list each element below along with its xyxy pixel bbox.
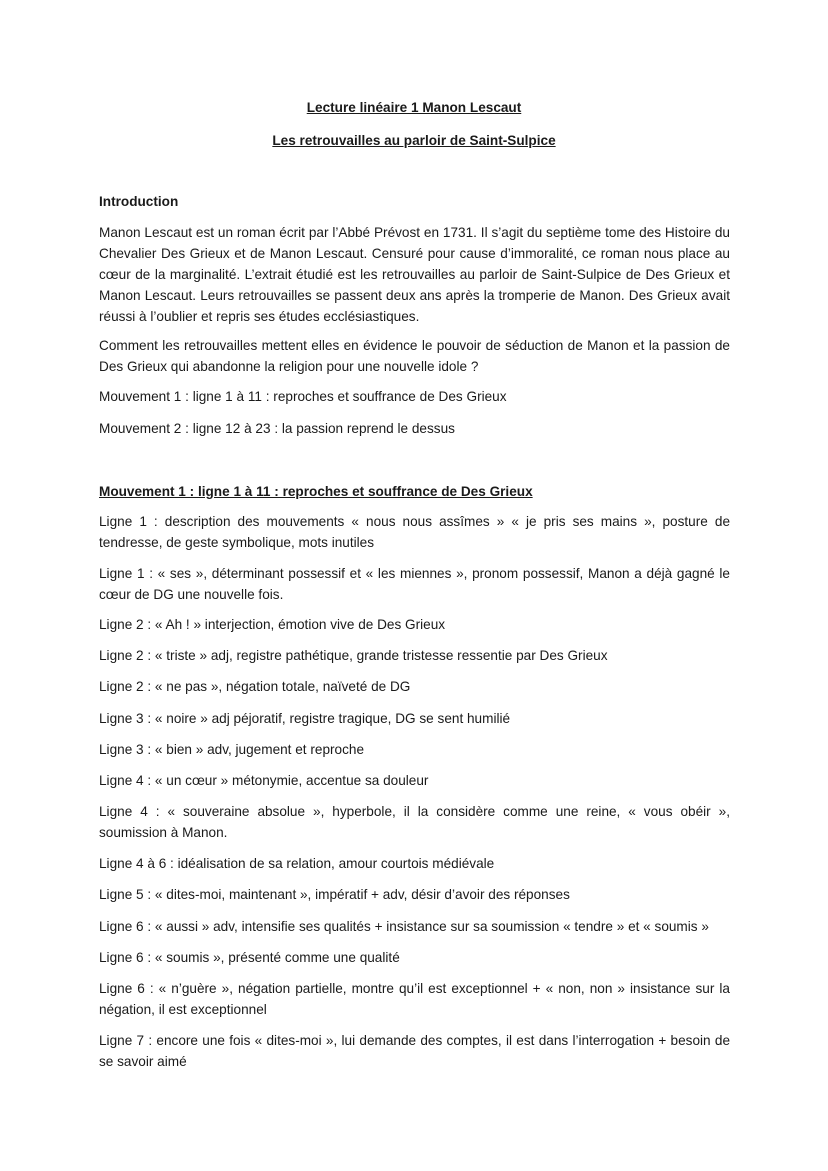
intro-heading: Introduction bbox=[99, 194, 179, 209]
analysis-line: Ligne 4 : « souveraine absolue », hyperbole, il la considère comme une reine, « vous obéir », soumission à Manon. bbox=[99, 804, 730, 840]
analysis-line: Ligne 6 : « aussi » adv, intensifie ses qualités + insistance sur sa soumission « tendre » et « soumis » bbox=[99, 919, 709, 934]
analysis-line: Ligne 3 : « bien » adv, jugement et reproche bbox=[99, 742, 365, 757]
analysis-line: Ligne 3 : « noire » adj péjoratif, registre tragique, DG se sent humilié bbox=[99, 711, 511, 726]
document-title: Lecture linéaire 1 Manon Lescaut bbox=[306, 100, 522, 115]
analysis-line: Ligne 4 à 6 : idéalisation de sa relation, amour courtois médiévale bbox=[99, 856, 495, 871]
analysis-line: Ligne 6 : « soumis », présenté comme une qualité bbox=[99, 950, 400, 965]
analysis-line: Ligne 1 : « ses », déterminant possessif et « les miennes », pronom possessif, Manon a déjà gagné le cœur de DG une nouvelle fois. bbox=[99, 566, 730, 602]
analysis-line: Ligne 7 : encore une fois « dites-moi », lui demande des comptes, il est dans l’interrogation + besoin de se savoir aimé bbox=[99, 1033, 730, 1069]
analysis-line: Ligne 2 : « triste » adj, registre pathétique, grande tristesse ressentie par Des Grieux bbox=[99, 648, 608, 663]
document-subtitle: Les retrouvailles au parloir de Saint-Sulpice bbox=[272, 133, 556, 148]
analysis-line: Ligne 2 : « ne pas », négation totale, naïveté de DG bbox=[99, 679, 411, 694]
plan-item-1: Mouvement 1 : ligne 1 à 11 : reproches et souffrance de Des Grieux bbox=[99, 389, 507, 404]
analysis-line: Ligne 2 : « Ah ! » interjection, émotion vive de Des Grieux bbox=[99, 617, 446, 632]
analysis-line: Ligne 6 : « n’guère », négation partielle, montre qu’il est exceptionnel + « non, non » insistance sur la négation, il est exceptionnel bbox=[99, 981, 730, 1017]
analysis-line: Ligne 5 : « dites-moi, maintenant », impératif + adv, désir d’avoir des réponses bbox=[99, 887, 570, 902]
plan-item-2: Mouvement 2 : ligne 12 à 23 : la passion reprend le dessus bbox=[99, 421, 455, 436]
mouvement-1-heading: Mouvement 1 : ligne 1 à 11 : reproches et souffrance de Des Grieux bbox=[99, 484, 533, 499]
analysis-line: Ligne 1 : description des mouvements « nous nous assîmes » « je pris ses mains », posture de tendresse, de geste symbolique, mots inutiles bbox=[99, 514, 730, 550]
intro-paragraph: Manon Lescaut est un roman écrit par l’Abbé Prévost en 1731. Il s’agit du septième tome des Histoire du Chevalier Des Grieux et de Manon Lescaut. Censuré pour cause d’immoralité, ce roman nous place au cœur de la marginalité. L’extrait étudié est les retrouvailles au parloir de Saint-Sulpice de Des Grieux et Manon Lescaut. Leurs retrouvailles se passent deux ans après la tromperie de Manon. Des Grieux avait réussi à l’oublier et repris ses études ecclésiastiques. bbox=[99, 225, 730, 324]
problematique-paragraph: Comment les retrouvailles mettent elles en évidence le pouvoir de séduction de Manon et la passion de Des Grieux qui abandonne la religion pour une nouvelle idole ? bbox=[99, 338, 730, 374]
analysis-line: Ligne 4 : « un cœur » métonymie, accentue sa douleur bbox=[99, 773, 429, 788]
